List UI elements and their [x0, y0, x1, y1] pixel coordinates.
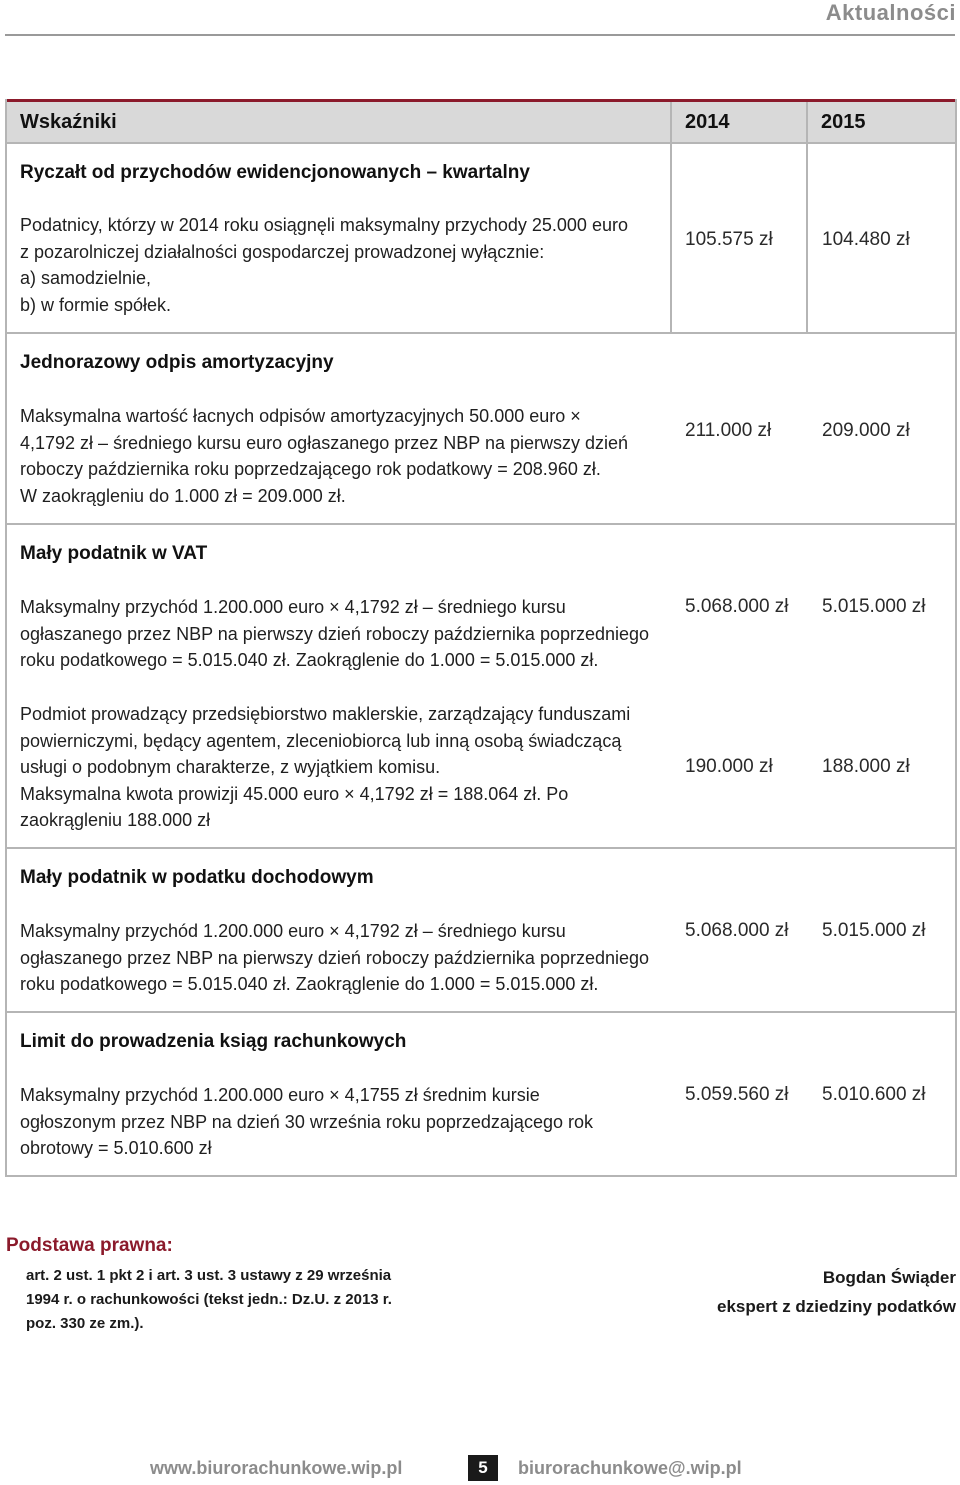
header-bottom-rule: [7, 142, 955, 144]
row-text-ksiegi: [20, 1082, 665, 1162]
value-2014-ksiegi: 5.059.560 zł: [685, 1084, 789, 1105]
text-line: Maksymalny przychód 1.200.000 euro × 4,1792 zł – średniego kursu: [20, 921, 566, 941]
text-line: zaokrągleniu 188.000 zł: [20, 810, 211, 830]
row-text-vat-1: [20, 594, 665, 674]
text-line: powierniczymi, będący agentem, zleceniobiorcą lub inną osobą świadczącą: [20, 730, 622, 751]
row-text-vat-2: [20, 701, 665, 834]
text-line: Maksymalny przychód 1.200.000 euro × 4,1755 zł średnim kursie: [20, 1085, 540, 1105]
text-line: roboczy października roku poprzedzającego rok podatkowy = 208.960 zł.: [20, 459, 601, 479]
text-line: Podmiot prowadzący przedsiębiorstwo maklerskie, zarządzający funduszami: [20, 704, 631, 724]
text-line: usługi o podobnym charakterze, z wyjątkiem komisu.: [20, 757, 441, 777]
value-2014-vat-2: 190.000 zł: [685, 756, 773, 777]
row-text-ryczalt: [20, 212, 665, 318]
column-divider-1: [670, 102, 672, 334]
text-line: Maksymalny przychód 1.200.000 euro × 4,1792 zł – średniego kursu: [20, 597, 566, 617]
indicators-table: [5, 99, 957, 1177]
text-line: art. 2 ust. 1 pkt 2 i art. 3 ust. 3 ustawy z 29 września: [26, 1267, 392, 1284]
section-title-vat: Mały podatnik w VAT: [20, 543, 208, 564]
value-2015-vat-1: 5.015.000 zł: [822, 596, 926, 617]
section-title-odpis: Jednorazowy odpis amortyzacyjny: [20, 352, 334, 373]
text-line: Maksymalna kwota prowizji 45.000 euro × 4,1792 zł = 188.064 zł. Po: [20, 783, 569, 804]
row-text-odpis: [20, 403, 665, 509]
legal-basis-label: Podstawa prawna:: [6, 1235, 173, 1256]
value-2015-odpis: 209.000 zł: [822, 420, 910, 441]
section-title-ksiegi: Limit do prowadzenia ksiąg rachunkowych: [20, 1031, 407, 1052]
table-header-row: [7, 102, 955, 142]
value-2014-odpis: 211.000 zł: [685, 420, 772, 441]
legal-basis-text: [26, 1264, 446, 1336]
section-divider: [7, 847, 955, 849]
text-line: obrotowy = 5.010.600 zł: [20, 1138, 212, 1158]
page-number: 5: [468, 1455, 498, 1481]
section-divider: [7, 523, 955, 525]
value-2014-vat-1: 5.068.000 zł: [685, 596, 789, 617]
column-header-2014: 2014: [685, 111, 730, 133]
text-line: poz. 330 ze zm.).: [26, 1315, 144, 1332]
text-line: Maksymalna wartość łacnych odpisów amortyzacyjnych 50.000 euro ×: [20, 406, 581, 426]
section-divider: [7, 1011, 955, 1013]
email-link[interactable]: biurorachunkowe@.wip.pl: [518, 1458, 742, 1478]
author-block: [717, 1263, 956, 1321]
value-2014-ryczalt: 105.575 zł: [685, 229, 773, 250]
column-divider-2: [806, 102, 808, 334]
text-line: 1994 r. o rachunkowości (tekst jedn.: Dz.U. z 2013 r.: [26, 1291, 392, 1308]
author-role: ekspert z dziedziny podatków: [717, 1297, 956, 1316]
text-line: a) samodzielnie,: [20, 268, 152, 288]
value-2015-ksiegi: 5.010.600 zł: [822, 1084, 926, 1105]
column-header-indicators: Wskaźniki: [20, 111, 117, 133]
text-line: roku podatkowego = 5.015.040 zł. Zaokrąglenie do 1.000 = 5.015.000 zł.: [20, 974, 599, 994]
page-footer: [0, 1455, 960, 1483]
section-title-ryczalt: Ryczałt od przychodów ewidencjonowanych – kwartalny: [20, 162, 530, 183]
column-header-2015: 2015: [821, 111, 866, 133]
text-line: ogłaszanego przez NBP na pierwszy dzień roboczy października poprzedniego: [20, 947, 650, 968]
text-line: roku podatkowego = 5.015.040 zł. Zaokrąglenie do 1.000 = 5.015.000 zł.: [20, 650, 599, 670]
value-2015-dochodowy: 5.015.000 zł: [822, 920, 926, 941]
text-line: z pozarolniczej działalności gospodarczej prowadzonej wyłącznie:: [20, 241, 545, 262]
value-2015-vat-2: 188.000 zł: [822, 756, 910, 777]
text-line: ogłaszanego przez NBP na pierwszy dzień roboczy października poprzedniego: [20, 623, 650, 644]
website-link[interactable]: www.biurorachunkowe.wip.pl: [150, 1458, 403, 1478]
row-text-dochodowy: [20, 918, 665, 998]
text-line: 4,1792 zł – średniego kursu euro ogłaszanego przez NBP na pierwszy dzień: [20, 432, 629, 453]
author-name: Bogdan Świąder: [822, 1268, 956, 1287]
section-title-dochodowy: Mały podatnik w podatku dochodowym: [20, 867, 374, 888]
text-line: ogłoszonym przez NBP na dzień 30 września roku poprzedzającego rok: [20, 1111, 593, 1132]
text-line: W zaokrągleniu do 1.000 zł = 209.000 zł.: [20, 485, 346, 506]
header-rule: [5, 34, 955, 36]
text-line: b) w formie spółek.: [20, 294, 172, 315]
section-divider: [7, 332, 955, 334]
page-header-title: Aktualności: [825, 0, 956, 25]
value-2015-ryczalt: 104.480 zł: [822, 229, 910, 250]
text-line: Podatnicy, którzy w 2014 roku osiągnęli maksymalny przychody 25.000 euro: [20, 215, 628, 235]
value-2014-dochodowy: 5.068.000 zł: [685, 920, 789, 941]
